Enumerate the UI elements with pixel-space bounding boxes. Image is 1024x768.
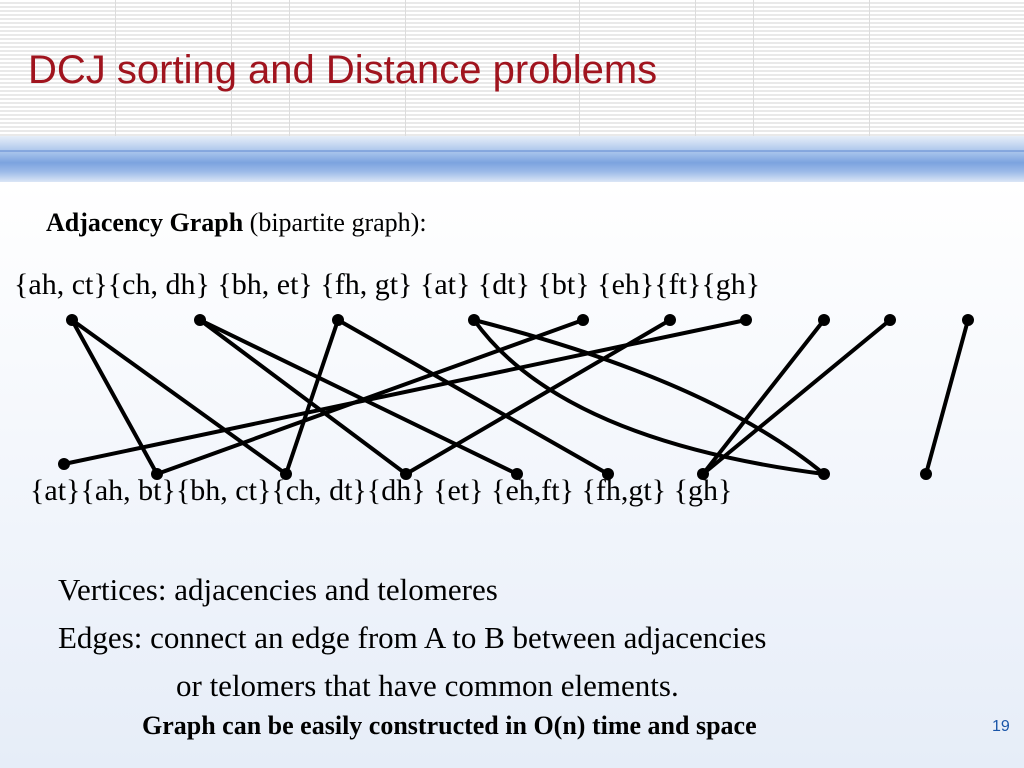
slide-title: DCJ sorting and Distance problems: [28, 48, 658, 92]
vertex-a: [740, 314, 752, 326]
vertex-b: [920, 468, 932, 480]
genome-a-label: {ah, ct}{ch, dh} {bh, et} {fh, gt} {at} {dt} {bt} {eh}{ft}{gh}: [14, 268, 761, 301]
vertex-a: [884, 314, 896, 326]
edges-definition-continued: or telomers that have common elements.: [176, 668, 679, 703]
complexity-note: Graph can be easily constructed in O(n) time and space: [142, 711, 757, 740]
page-number: 19: [992, 718, 1010, 735]
graph-edge: [474, 320, 824, 474]
graph-edge: [474, 320, 824, 474]
graph-edge: [72, 320, 157, 474]
graph-edge: [286, 320, 338, 474]
vertices-definition: Vertices: adjacencies and telomeres: [58, 572, 498, 607]
vertex-b: [58, 458, 70, 470]
vertex-b: [818, 468, 830, 480]
vertex-a: [194, 314, 206, 326]
vertex-a: [577, 314, 589, 326]
genome-b-label: {at}{ah, bt}{bh, ct}{ch, dt}{dh} {et} {eh,ft} {fh,gt} {gh}: [30, 474, 733, 507]
graph-edge: [72, 320, 286, 474]
subtitle-bold: Adjacency Graph: [46, 208, 244, 237]
vertex-a: [818, 314, 830, 326]
graph-edge: [157, 320, 583, 474]
vertex-a: [468, 314, 480, 326]
vertex-a: [664, 314, 676, 326]
graph-edge: [703, 320, 824, 474]
graph-edge: [64, 320, 746, 464]
edges-definition: Edges: connect an edge from A to B between adjacencies: [58, 620, 767, 655]
vertex-a: [66, 314, 78, 326]
subtitle-rest: (bipartite graph):: [243, 208, 427, 237]
graph-edge: [926, 320, 968, 474]
vertex-a: [332, 314, 344, 326]
vertex-a: [962, 314, 974, 326]
